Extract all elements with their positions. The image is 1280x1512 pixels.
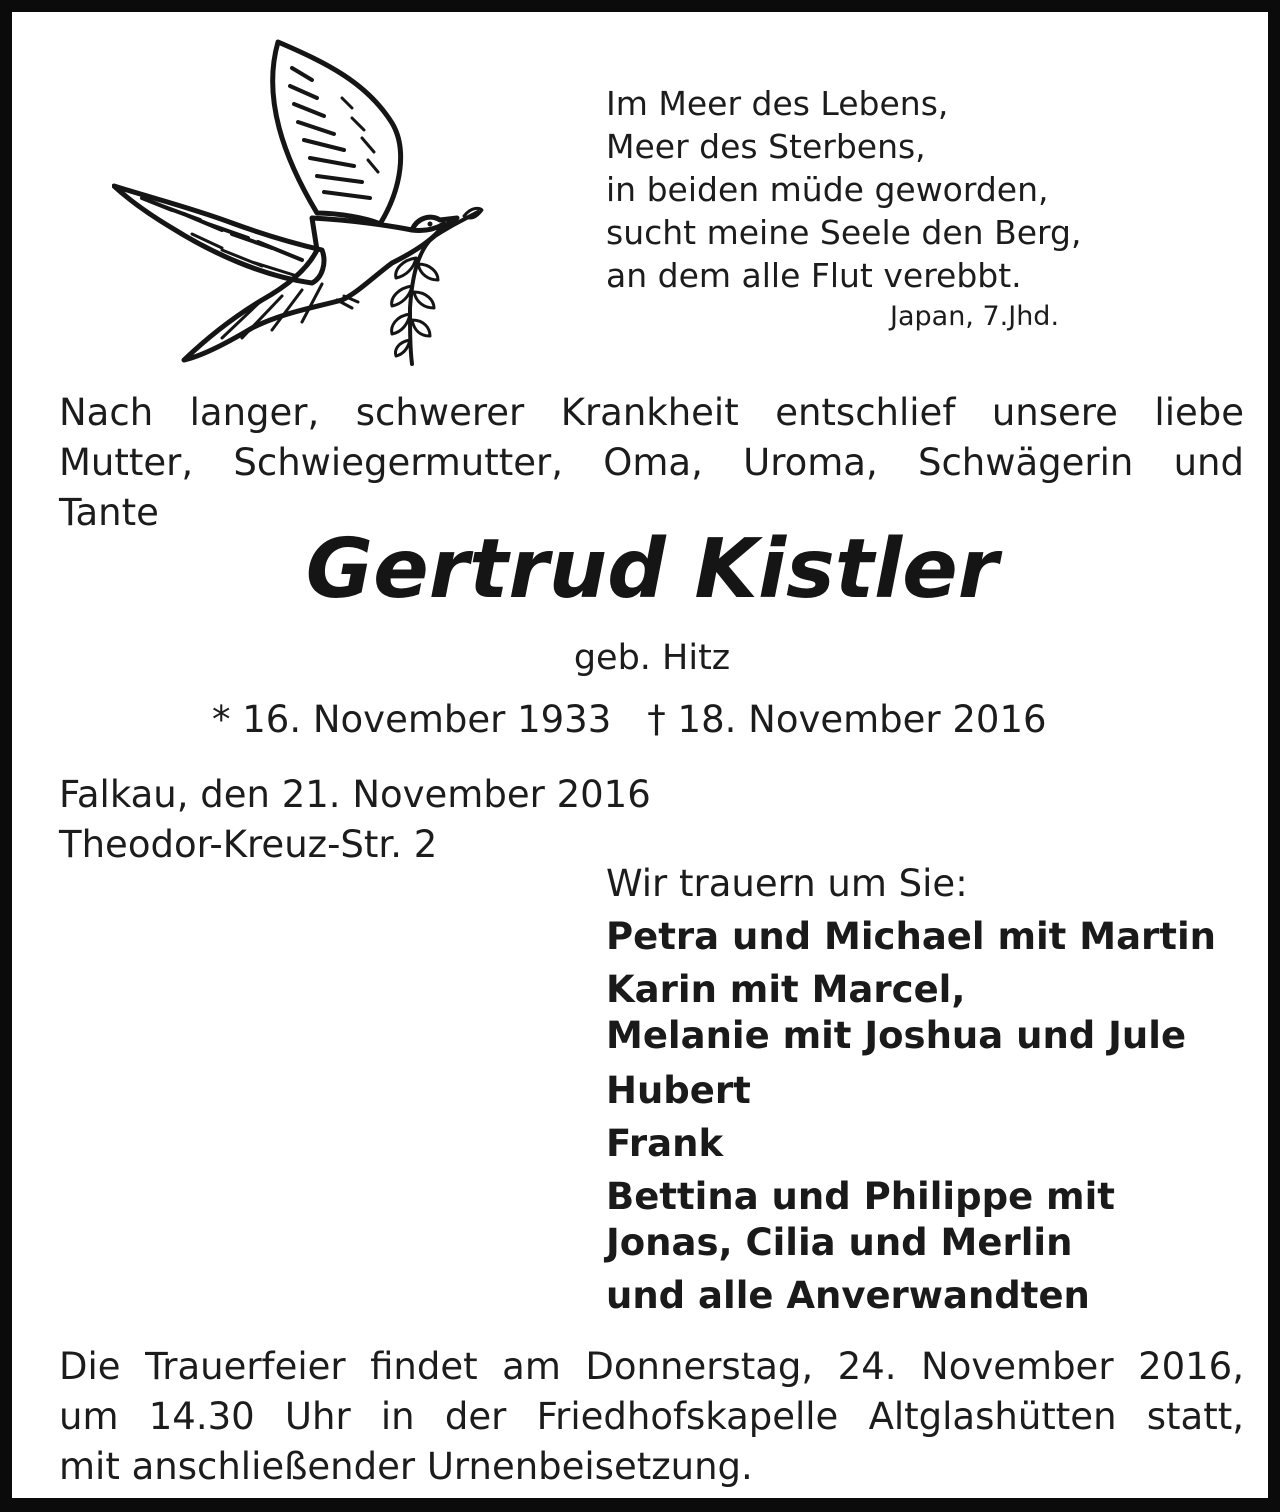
- mourners-heading: Wir trauern um Sie:: [606, 862, 968, 905]
- poem: [606, 82, 1081, 297]
- mourner-line: Karin mit Marcel,: [606, 968, 966, 1011]
- poem-line: Im Meer des Lebens,: [606, 84, 949, 123]
- mourner-line: und alle Anverwandten: [606, 1274, 1090, 1317]
- mourner-line: Hubert: [606, 1069, 751, 1112]
- place-block: [59, 770, 651, 870]
- intro-line: Mutter, Schwiegermutter, Oma, Uroma, Schwägerin und: [59, 441, 1244, 484]
- mourner-line: Jonas, Cilia und Merlin: [606, 1221, 1073, 1264]
- intro-line: Tante: [59, 491, 159, 534]
- poem-source: Japan, 7.Jhd.: [890, 301, 1060, 332]
- death-date: † 18. November 2016: [647, 698, 1047, 741]
- poem-line: an dem alle Flut verebbt.: [606, 256, 1022, 295]
- life-dates: [212, 698, 1047, 741]
- mourner-line: Frank: [606, 1122, 724, 1165]
- service-line: mit anschließender Urnenbeisetzung.: [59, 1445, 753, 1488]
- intro-line: Nach langer, schwerer Krankheit entschlief unsere liebe: [59, 391, 1244, 434]
- birth-date: * 16. November 1933: [212, 698, 612, 741]
- mourner-line: Petra und Michael mit Martin: [606, 915, 1216, 958]
- address: Theodor-Kreuz-Str. 2: [59, 823, 438, 866]
- poem-line: in beiden müde geworden,: [606, 170, 1049, 209]
- service-line: um 14.30 Uhr in der Friedhofskapelle Altglashütten statt,: [59, 1395, 1244, 1438]
- mourner-line: Bettina und Philippe mit: [606, 1175, 1115, 1218]
- poem-line: Meer des Sterbens,: [606, 127, 926, 166]
- deceased-name: Gertrud Kistler: [305, 522, 999, 617]
- service-line: Die Trauerfeier findet am Donnerstag, 24. November 2016,: [59, 1345, 1244, 1388]
- mourner-line: Melanie mit Joshua und Jule: [606, 1014, 1187, 1057]
- maiden-name: geb. Hitz: [573, 638, 731, 678]
- intro-paragraph: [59, 388, 1244, 538]
- dove-with-olive-branch-icon: [112, 38, 484, 370]
- poem-line: sucht meine Seele den Berg,: [606, 213, 1082, 252]
- service-paragraph: [59, 1342, 1244, 1492]
- place-date: Falkau, den 21. November 2016: [59, 773, 651, 816]
